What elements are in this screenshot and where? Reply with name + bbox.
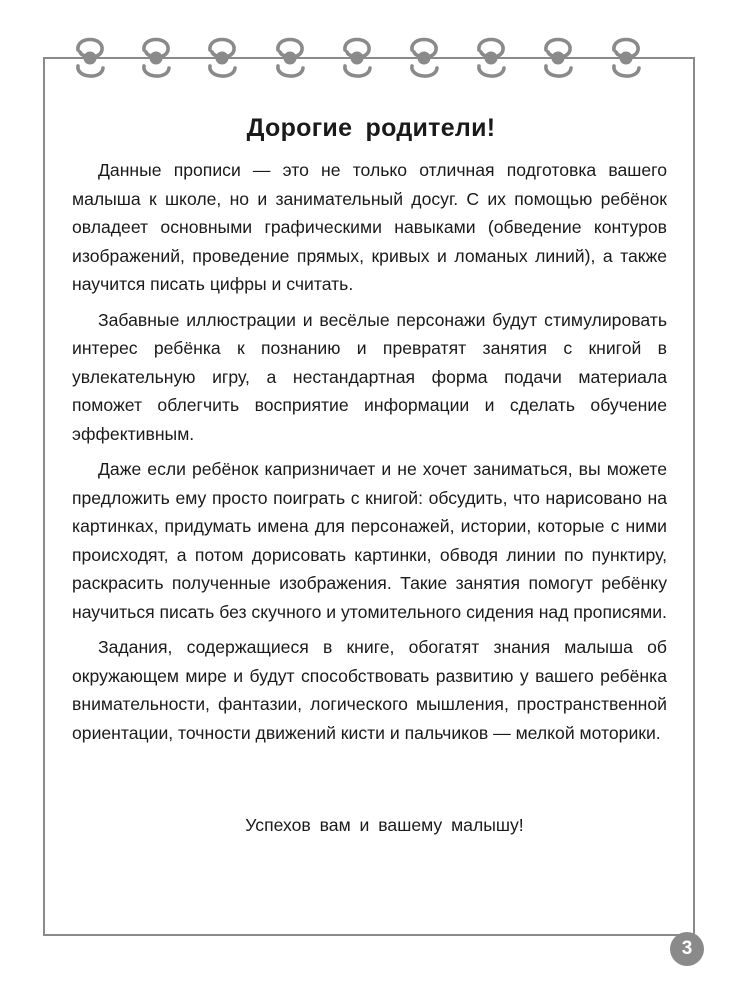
paragraph-3: Даже если ребёнок капризничает и не хочет заниматься, вы можете предложить ему просто поиграть с книгой: обсудить, что нарисовано на картинках, придумать имена для персонажей, истории, которые с ними происходят, а потом дорисовать картинки, обводя линии по пунктиру, раскрасить полученные изображения. Такие занятия помогут ребёнку научиться писать без скучного и утомительного сидения над прописями. — [72, 459, 667, 622]
paragraph-2: Забавные иллюстрации и весёлые персонажи будут стимулировать интерес ребёнка к познанию и превратят занятия с книгой в увлекательную игру, а нестандартная форма подачи материала поможет облегчить восприятие информации и сделать обучение эффективным. — [72, 309, 667, 444]
paragraph-1: Данные прописи — это не только отличная подготовка вашего малыша к школе, но и занимательный досуг. С их помощью ребёнок овладеет основными графическими навыками (обведение контуров изображений, проведение прямых, кривых и ломаных линий), а также научится писать цифры и считать. — [72, 160, 667, 294]
body-text — [72, 156, 667, 754]
page-title: Дорогие родители! — [246, 114, 496, 142]
page-number-badge: 3 — [670, 932, 704, 966]
paragraph-4: Задания, содержащиеся в книге, обогатят знания малыша об окружающем мире и будут способствовать развитию у вашего ребёнка внимательности, фантазии, логического мышления, пространственной ориентации, точности движений кисти и пальчиков — мелкой моторики. — [72, 637, 667, 743]
closing-line: Успехов вам и вашему малышу! — [245, 815, 524, 835]
